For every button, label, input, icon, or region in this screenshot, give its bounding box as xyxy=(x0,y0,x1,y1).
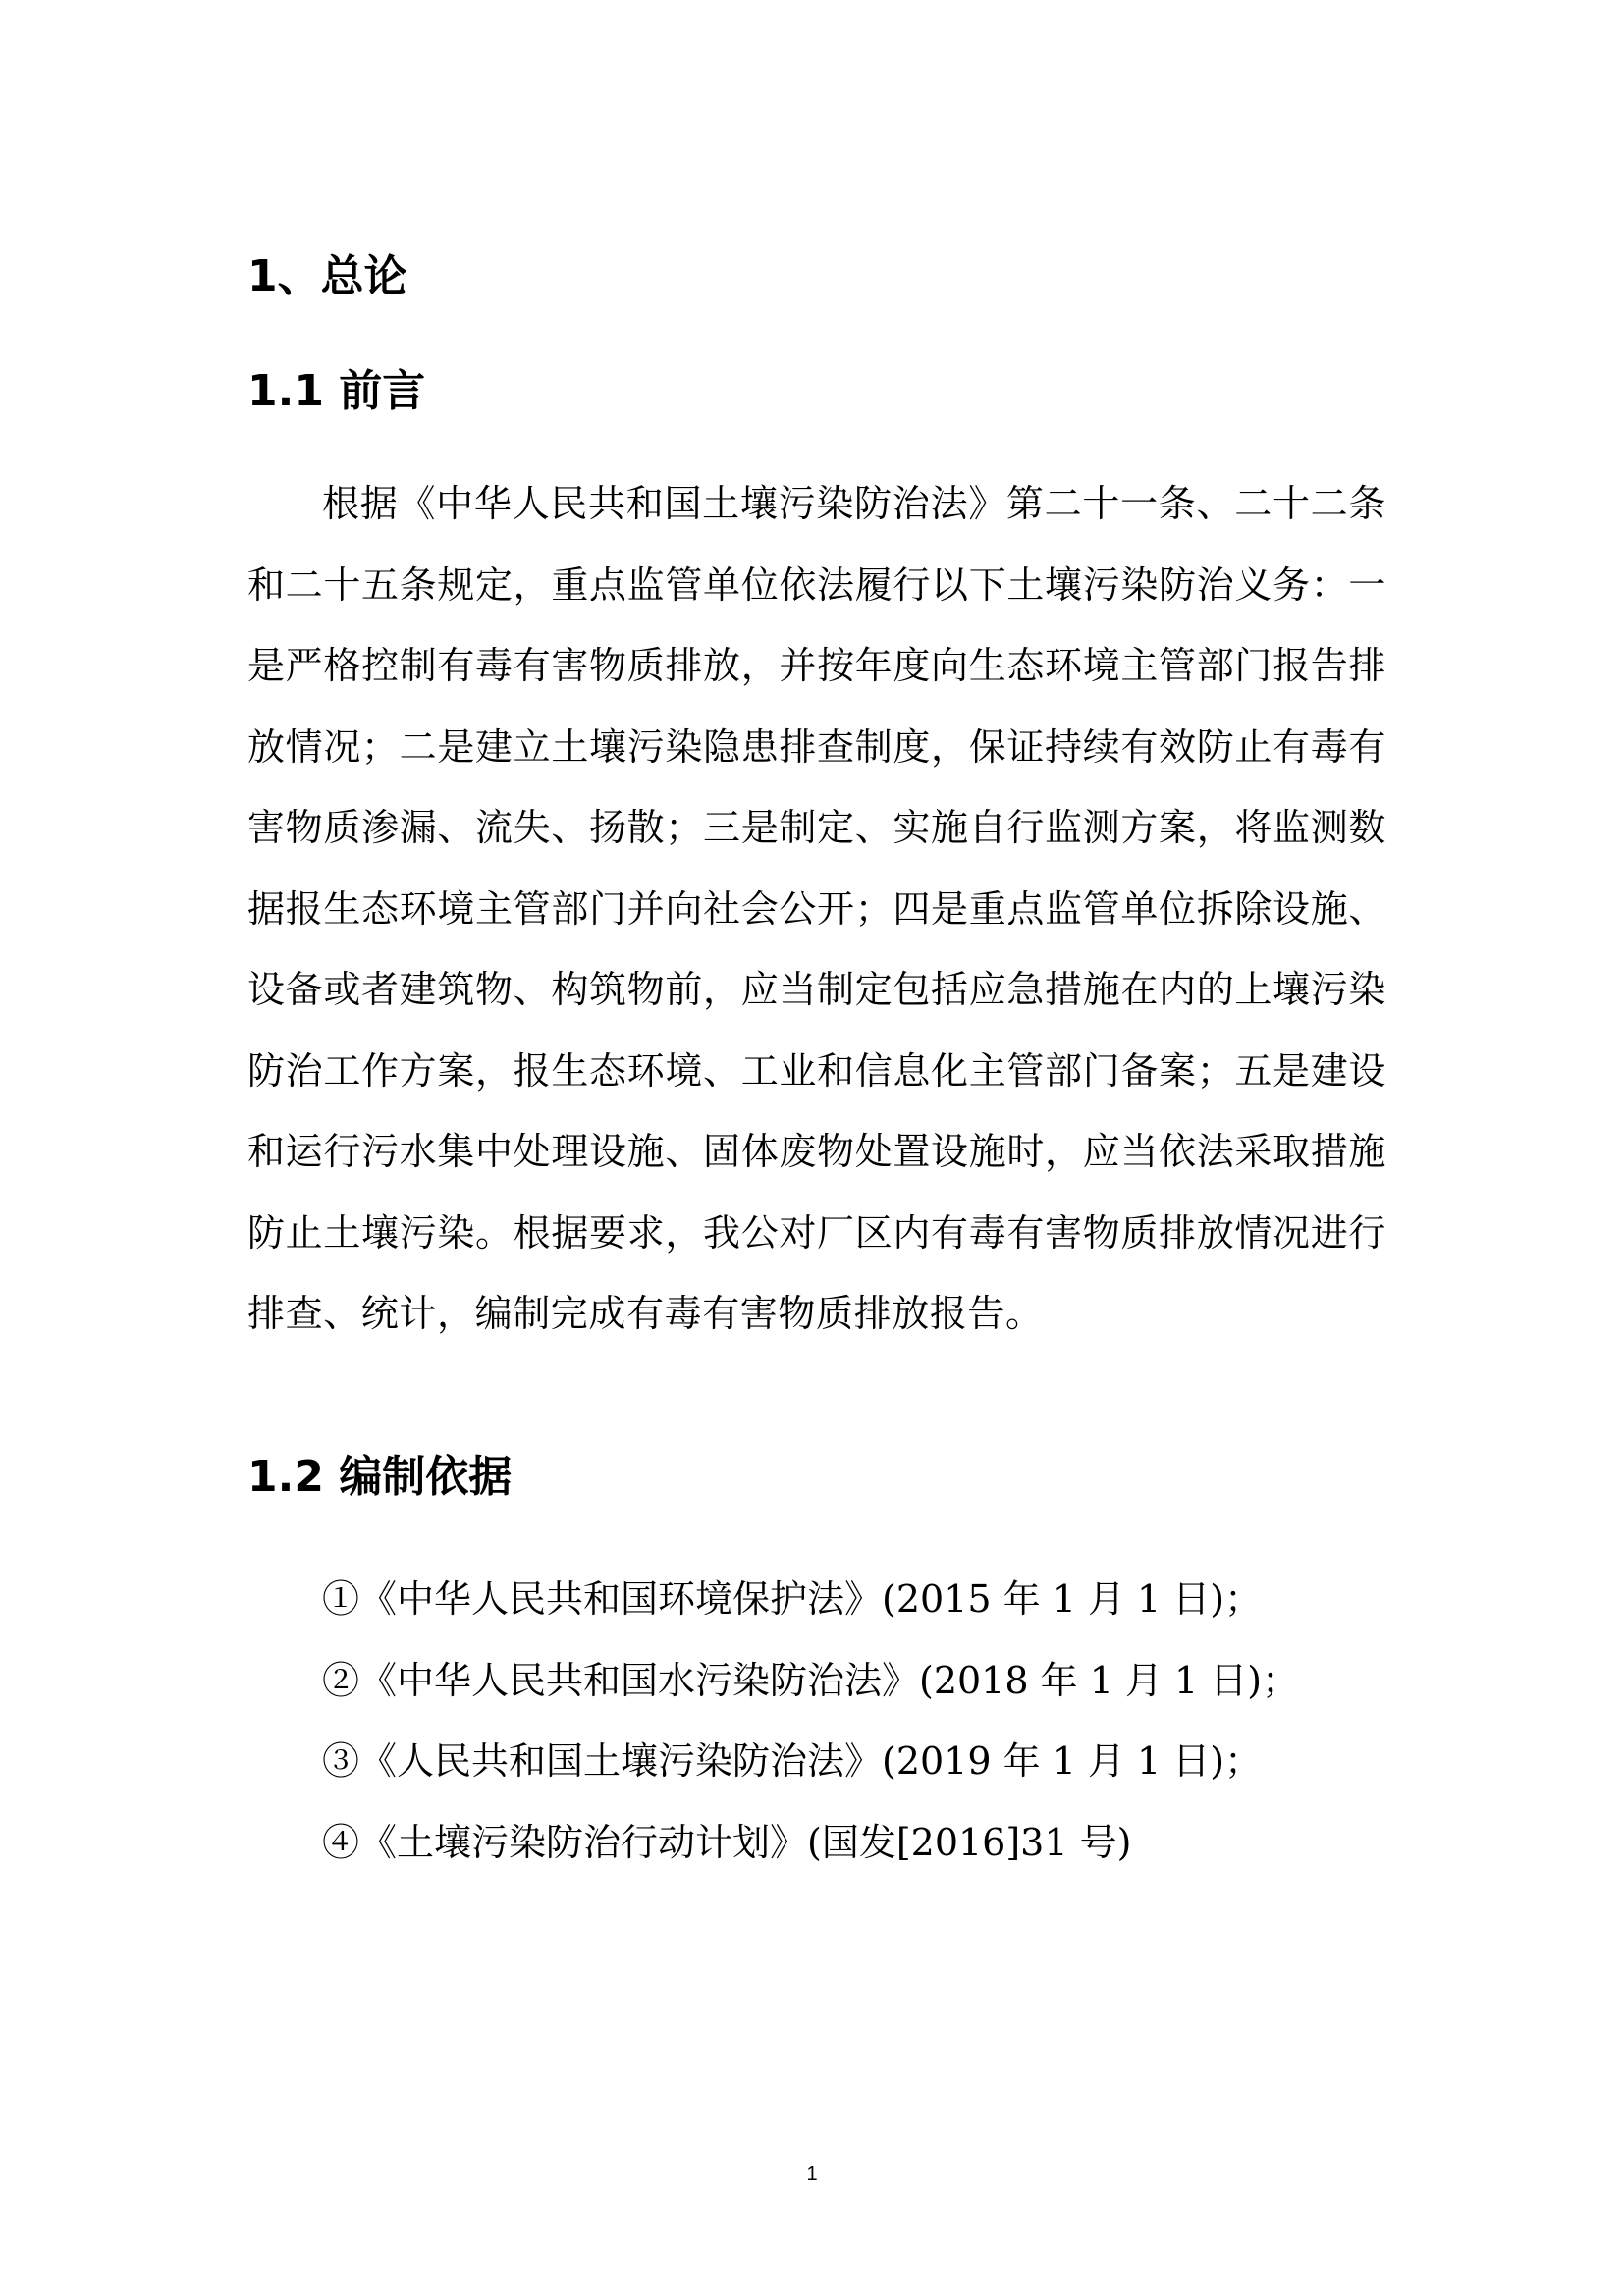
reference-item: ④《土壤污染防治行动计划》(国发[2016]31 号) xyxy=(322,1820,1132,1864)
page-number: 1 xyxy=(806,2163,818,2185)
reference-list xyxy=(322,1559,1299,1883)
preface-paragraph: 根据《中华人民共和国土壤污染防治法》第二十一条、二十二条和二十五条规定，重点监管单位依法履行以下土壤污染防治义务：一是严格控制有毒有害物质排放，并按年度向生态环境主管部门报告排放情况；二是建立土壤污染隐患排查制度，保证持续有效防止有毒有害物质渗漏、流失、扬散；三是制定、实施自行监测方案，将监测数据报生态环境主管部门并向社会公开；四是重点监管单位拆除设施、设备或者建筑物、构筑物前，应当制定包括应急措施在内的上壤污染防治工作方案，报生态环境、工业和信息化主管部门备案；五是建设和运行污水集中处理设施、固体废物处置设施时，应当依法采取措施防止土壤污染。根据要求，我公对厂区内有毒有害物质排放情况进行排查、统计，编制完成有毒有害物质排放报告。 xyxy=(247,482,1386,1335)
reference-item: ③《人民共和国土壤污染防治法》(2019 年 1 月 1 日)； xyxy=(322,1739,1263,1783)
subsection-title-basis: 1.2 编制依据 xyxy=(247,1452,513,1502)
reference-item: ①《中华人民共和国环境保护法》(2015 年 1 月 1 日)； xyxy=(322,1577,1263,1621)
subsection-title-preface: 1.1 前言 xyxy=(247,366,426,416)
section-title: 1、总论 xyxy=(247,251,407,301)
reference-item: ②《中华人民共和国水污染防治法》(2018 年 1 月 1 日)； xyxy=(322,1658,1300,1702)
